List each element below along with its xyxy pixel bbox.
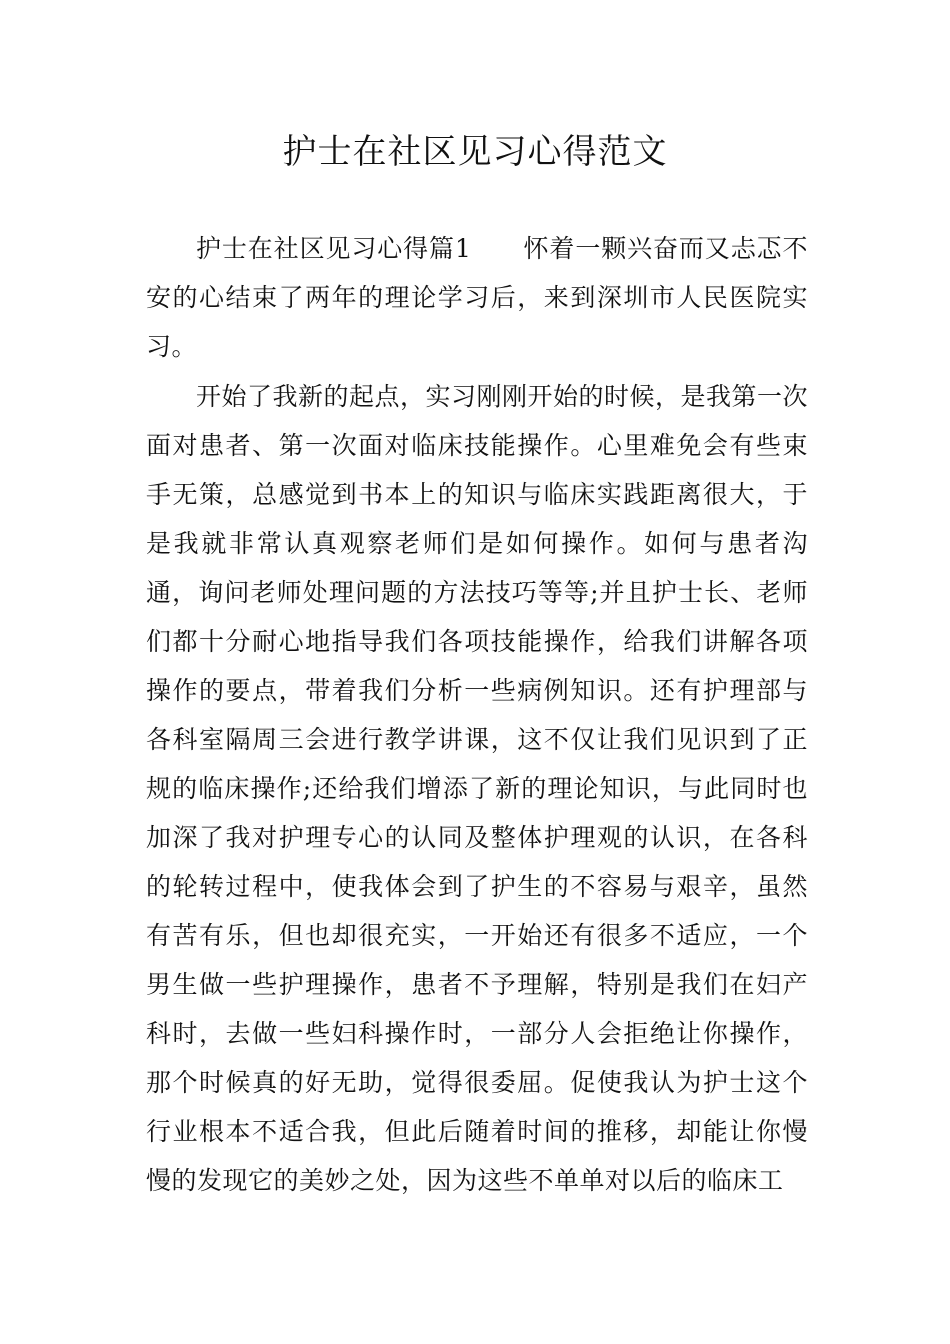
document-body bbox=[146, 224, 808, 1205]
paragraph-1: 护士在社区见习心得篇1 怀着一颗兴奋而又忐忑不安的心结束了两年的理论学习后，来到深圳市人民医院实习。 bbox=[146, 234, 808, 361]
paragraph-2: 开始了我新的起点，实习刚刚开始的时候，是我第一次面对患者、第一次面对临床技能操作。心里难免会有些束手无策，总感觉到书本上的知识与临床实践距离很大，于是我就非常认真观察老师们是如何操作。如何与患者沟通，询问老师处理问题的方法技巧等等;并且护士长、老师们都十分耐心地指导我们各项技能操作，给我们讲解各项操作的要点，带着我们分析一些病例知识。还有护理部与各科室隔周三会进行教学讲课，这不仅让我们见识到了正规的临床操作;还给我们增添了新的理论知识，与此同时也加深了我对护理专心的认同及整体护理观的认识，在各科的轮转过程中，使我体会到了护生的不容易与艰辛，虽然有苦有乐，但也却很充实，一开始还有很多不适应，一个男生做一些护理操作，患者不予理解，特别是我们在妇产科时，去做一些妇科操作时，一部分人会拒绝让你操作，那个时候真的好无助，觉得很委屈。促使我认为护士这个行业根本不适合我，但此后随着时间的推移，却能让你慢慢的发现它的美妙之处，因为这些不单单对以后的临床工 bbox=[146, 382, 809, 1195]
document-title: 护士在社区见习心得范文 bbox=[282, 132, 668, 172]
